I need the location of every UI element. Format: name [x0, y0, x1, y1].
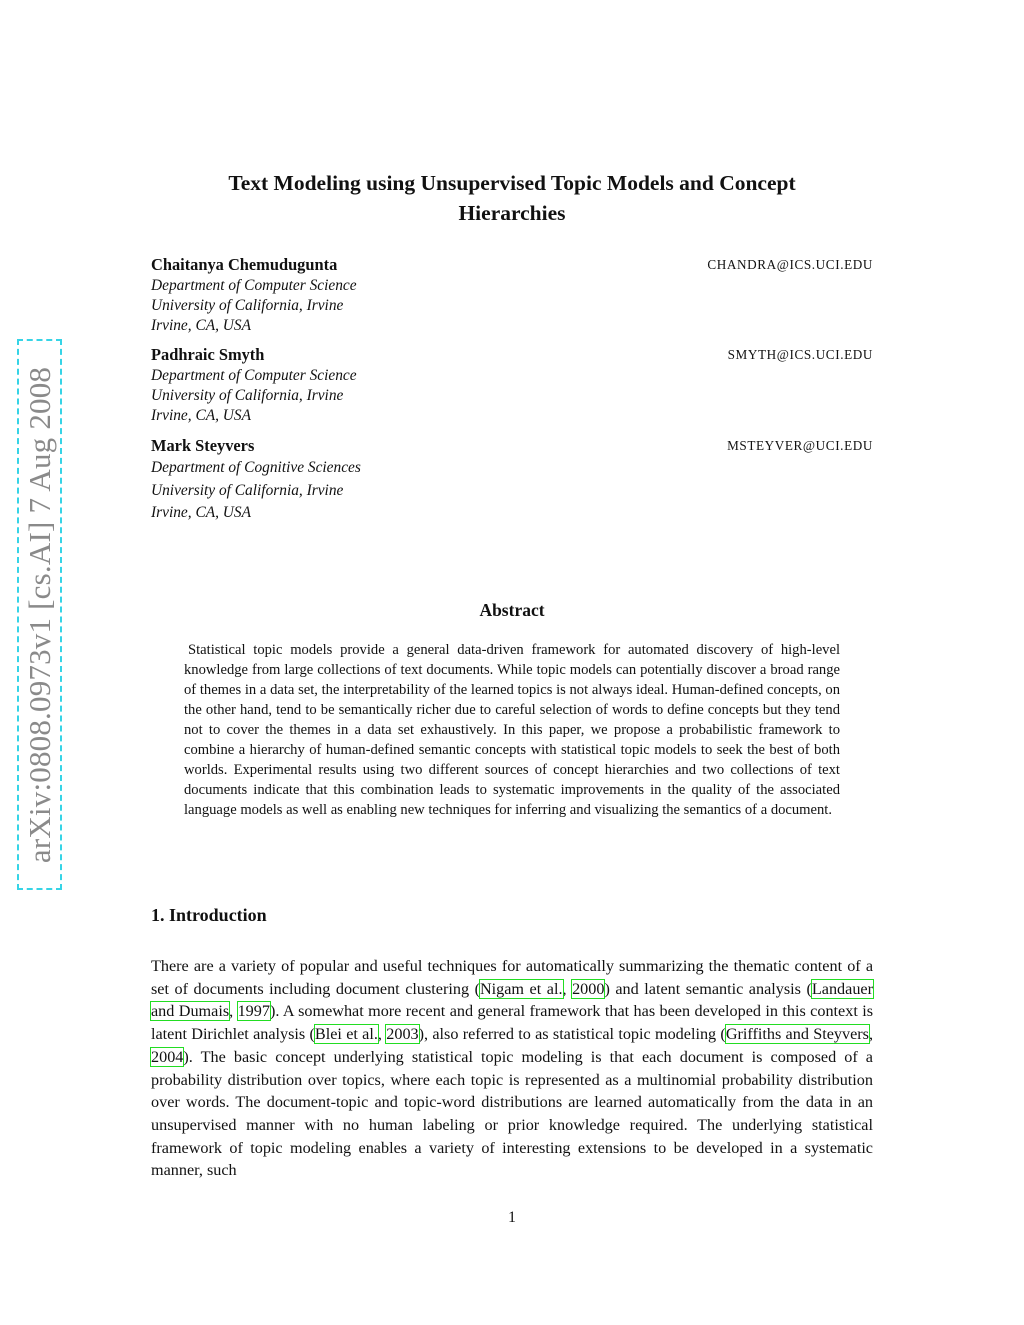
intro-text: ) and latent semantic analysis (: [604, 979, 812, 998]
paper-title: [160, 168, 864, 228]
author-location: Irvine, CA, USA: [151, 317, 252, 334]
author-department: Department of Computer Science: [151, 367, 357, 384]
author-email[interactable]: CHANDRA@ICS.UCI.EDU: [707, 257, 873, 272]
author-university: University of California, Irvine: [151, 481, 344, 499]
author-block-1: [151, 254, 873, 336]
author-email[interactable]: SMYTH@ICS.UCI.EDU: [727, 347, 873, 362]
intro-text: There are a variety of popular and useful techniques for automatically summarizing the thematic content of a set of documents including document clustering (: [151, 957, 873, 998]
author-department: Department of Computer Science: [151, 277, 357, 294]
author-location: Irvine, CA, USA: [151, 407, 252, 424]
citation-year-link[interactable]: 2000: [572, 979, 605, 998]
author-name: Padhraic Smyth: [151, 345, 265, 364]
citation-year-link[interactable]: 2004: [151, 1047, 184, 1066]
author-location: Irvine, CA, USA: [151, 504, 252, 521]
author-block-3: [151, 435, 873, 525]
title-line-2: Hierarchies: [458, 201, 566, 225]
citation-author-link[interactable]: Nigam et al.: [479, 979, 563, 998]
section-heading: 1. Introduction: [151, 905, 267, 925]
author-block-2: [151, 344, 873, 426]
author-name: Chaitanya Chemudugunta: [151, 255, 338, 274]
author-university: University of California, Irvine: [151, 297, 344, 314]
intro-text: ), also referred to as statistical topic modeling (: [418, 1025, 726, 1044]
citation-year-link[interactable]: 2003: [386, 1025, 419, 1044]
author-email[interactable]: MSTEYVER@UCI.EDU: [727, 438, 873, 453]
arxiv-identifier: arXiv:0808.0973v1 [cs.AI] 7 Aug 2008: [21, 366, 57, 863]
abstract-text: Statistical topic models provide a general data-driven framework for automated discovery of high-level knowledge from large collections of text documents. While topic models can potentially discover a broad range of themes in a data set, the interpretability of the learned topics is not always ideal. Human-defined concepts, on the other hand, tend to be semantically richer due to careful selection of words to define concepts but they tend not to cover the themes in a data set exhaustively. In this paper, we propose a probabilistic framework to combine a hierarchy of human-defined semantic concepts with statistical topic models to seek the best of both worlds. Experimental results using two different sources of concept hierarchies and two collections of text documents indicate that this combination leads to systematic improvements in the quality of the associated language models as well as enabling new techniques for inferring and visualizing the semantics of a document.: [184, 642, 840, 818]
abstract-heading: Abstract: [479, 600, 545, 620]
citation-year-link[interactable]: 1997: [237, 1002, 270, 1021]
author-university: University of California, Irvine: [151, 387, 344, 404]
intro-text: ). The basic concept underlying statistical topic modeling is that each document is composed of a probability distribution over topics, where each topic is represented as a multinomial probability distribution over words. The document-topic and topic-word distributions are learned automatically from the data in an unsupervised manner with no human labeling or prior knowledge required. The underlying statistical framework of topic modeling enables a variety of interesting extensions to be developed in a systematic manner, such: [151, 1047, 873, 1180]
introduction-paragraph: There are a variety of popular and useful techniques for automatically summarizing the thematic content of a set of documents including document clustering (Nigam et al., 2000) and latent semantic analysis (Landauer and Dumais, 1997). A somewhat more recent and general framework that has been developed in this context is latent Dirichlet analysis (Blei et al., 2003), also referred to as statistical topic modeling (Griffiths and Steyvers, 2004). The basic concept underlying statistical topic modeling is that each document is composed of a probability distribution over topics, where each topic is represented as a multinomial probability distribution over words. The document-topic and topic-word distributions are learned automatically from the data in an unsupervised manner with no human labeling or prior knowledge required. The underlying statistical framework of topic modeling enables a variety of interesting extensions to be developed in a systematic manner, such: [151, 957, 874, 1180]
intro-text: ). A somewhat more recent and general framework that has been developed in this context is latent Dirichlet analysis (: [151, 1002, 874, 1044]
citation-author-link[interactable]: Blei et al.: [314, 1025, 378, 1044]
page-number: 1: [508, 1209, 516, 1226]
author-department: Department of Cognitive Sciences: [151, 459, 361, 476]
author-name: Mark Steyvers: [151, 436, 255, 455]
citation-author-link[interactable]: Landauer and Dumais: [151, 979, 874, 1021]
title-line-1: Text Modeling using Unsupervised Topic Models and Concept: [228, 171, 796, 195]
citation-author-link[interactable]: Griffiths and Steyvers: [725, 1025, 869, 1044]
